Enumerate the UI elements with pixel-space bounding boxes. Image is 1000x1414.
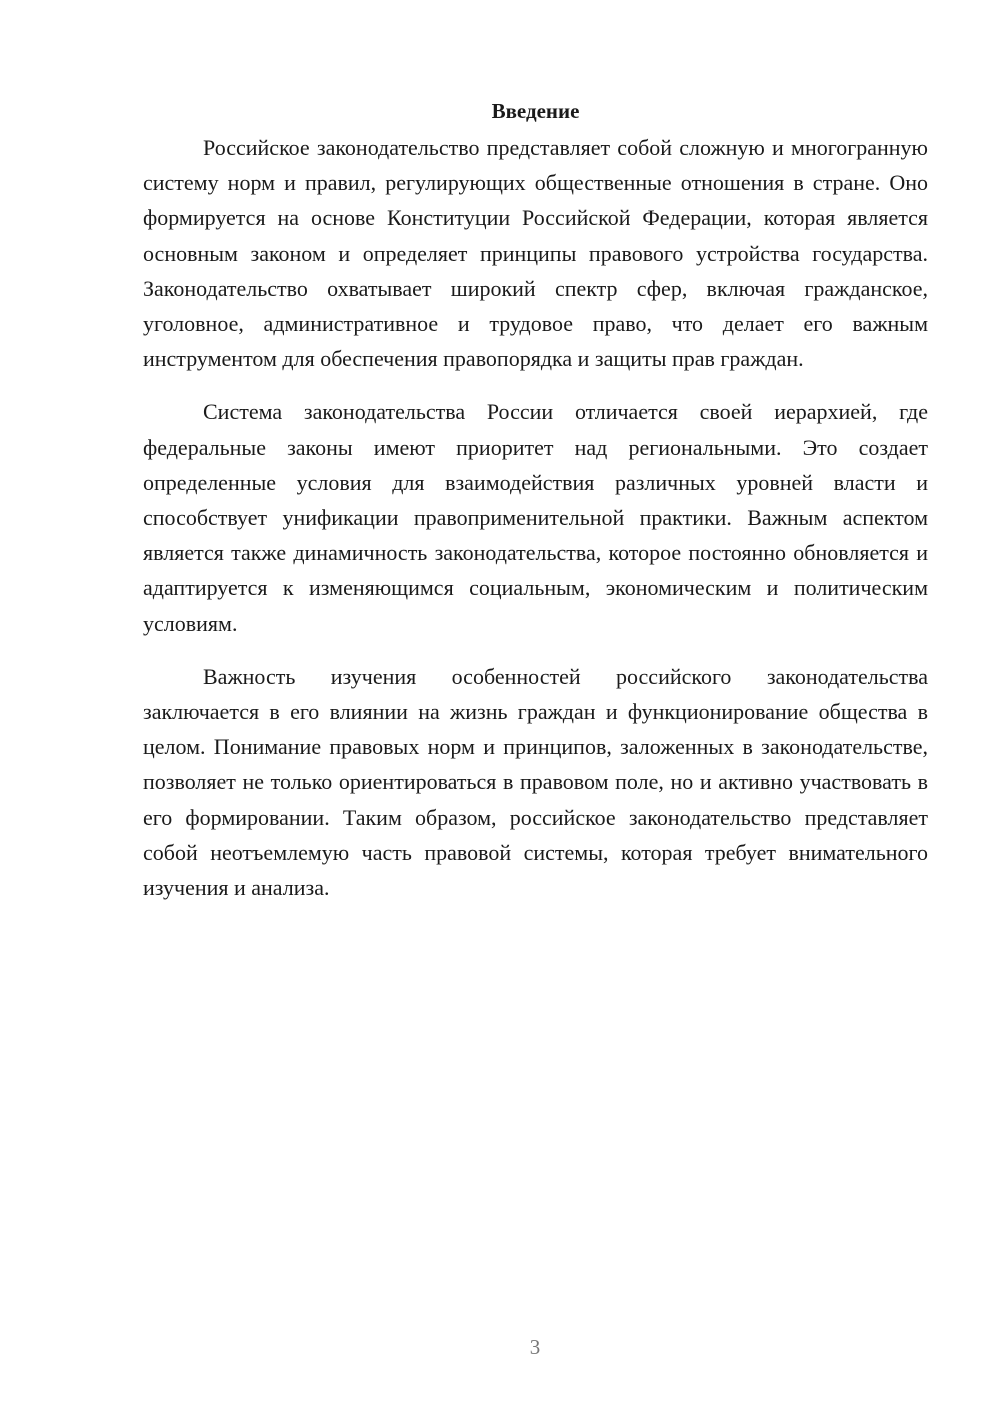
page-number: 3 — [529, 1335, 541, 1359]
paragraph-3: Важность изучения особенностей российского законодательства заключается в его влиянии на жизнь граждан и функционирование общества в целом. Понимание правовых норм и принципов, заложенных в законодательстве, позволяет не только ориентироваться в правовом поле, но и активно участвовать в его формировании. Таким образом, российское законодательство представляет собой неотъемлемую часть правовой системы, которая требует внимательного изучения и анализа. — [143, 663, 928, 901]
section-heading: Введение — [491, 99, 580, 123]
page-content — [143, 96, 928, 905]
paragraph-2: Система законодательства России отличается своей иерархией, где федеральные законы имеют приоритет над региональными. Это создает определенные условия для взаимодействия различных уровней власти и способствует унификации правоприменительной практики. Важным аспектом является также динамичность законодательства, которое постоянно обновляется и адаптируется к изменяющимся социальным, экономическим и политическим условиям. — [143, 399, 928, 636]
paragraph-1: Российское законодательство представляет собой сложную и многогранную систему норм и правил, регулирующих общественные отношения в стране. Оно формируется на основе Конституции Российской Федерации, которая является основным законом и определяет принципы правового устройства государства. Законодательство охватывает широкий спектр сфер, включая гражданское, уголовное, административное и трудовое право, что делает его важным инструментом для обеспечения правопорядка и защиты прав граждан. — [143, 135, 928, 372]
